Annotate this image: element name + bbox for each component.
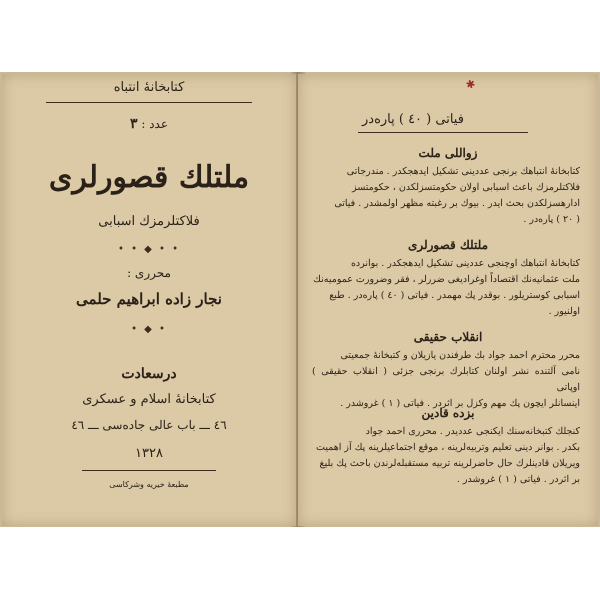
header-rule <box>46 102 252 103</box>
book-title: ملتلك قصورلرى <box>48 160 250 195</box>
ornament-divider-2: • ◆ • <box>131 324 167 335</box>
section-line: اولنيور . <box>548 306 580 317</box>
section-title: انقلاب حقيقى <box>413 330 483 344</box>
publisher-address: ٤٦ ـــ باب عالى جاده‌سى ـــ ٤٦ <box>71 418 227 432</box>
price-header: فياتى ( ٤٠ ) پاره‌در <box>362 112 464 127</box>
section-body <box>312 424 580 488</box>
issue-line <box>130 116 168 132</box>
ornament-divider: • • ◆ • • <box>118 244 180 255</box>
section-line: فلاكتلرمزك باعث اسبابى اولان حكومتسزلكدن ، حكومتسز <box>352 182 580 193</box>
section-body <box>312 164 580 228</box>
price-rule <box>358 132 528 133</box>
ink-stamp-mark: ✱ <box>464 77 477 92</box>
publication-year: ١٣٢٨ <box>135 446 163 461</box>
section-line: ( ٢٠ ) پاره‌در . <box>523 214 580 225</box>
section-line: محرر محترم احمد جواد بك طرفندن يازيلان و كتبخانهٔ جمعيتى <box>340 350 580 361</box>
series-name: كتابخانهٔ انتباه <box>113 80 185 95</box>
editor-label: محررى : <box>127 266 171 280</box>
section-line: كنجلك كتبخانه‌سنك ايكنجى عدديدر . محررى احمد جواد <box>365 426 580 437</box>
issue-number: ٣ <box>130 116 138 132</box>
section-line: نامى آلتنده نشر اولنان كتابلرك برنجى جزئى ( انقلاب حقيقى ) اوپاتى <box>312 366 580 393</box>
printer-name: مطبعهٔ خيريه وشركاسى <box>109 480 189 489</box>
section-line: ادارهسزلكدن بحث ايدر . بيوك بر رغبته مظهر اولمشدر . فياتى <box>334 198 580 209</box>
section-line: ويريلان قادينلرك حال حاضرلرينه تربيه مستقبله‌لرندن باحث پك بليغ <box>319 458 580 469</box>
right-page <box>298 74 598 526</box>
issue-label: عدد : <box>141 117 169 131</box>
footer-rule <box>82 470 216 471</box>
section-line: اينسانلر ايچون پك مهم وكزل بر اثردر . فياتى ( ١ ) غروشدر . <box>340 398 580 409</box>
section-line: اسبابى كوستريلور . بوقدر پك مهمدر . فياتى ( ٤٠ ) پاره‌در . طبع <box>329 290 580 301</box>
section-body <box>312 256 580 320</box>
editor-name: نجار زاده ابراهيم حلمى <box>76 290 222 308</box>
section-line: بر اثردر . فياتى ( ١ ) غروشدر . <box>456 474 580 485</box>
publisher-city: درسعادت <box>121 366 177 382</box>
section-body <box>312 348 580 412</box>
section-title: بزده قادين <box>421 406 475 420</box>
open-book <box>0 72 600 527</box>
section-line: بكدر . بوانر دينى تعليم وتربيه‌لرينه ، موقع اجتماعيلرينه پك آز اهميت <box>316 442 580 453</box>
section-title: ملتلك قصورلرى <box>407 238 489 252</box>
section-line: ملت عثمانيه‌نك اقتصاداً اوغراديغى ضررلر ، فقر وضرورت عموميه‌نك <box>313 274 580 285</box>
book-subtitle: فلاكتلرمزك اسبابى <box>98 214 200 229</box>
publisher-library: كتابخانهٔ اسلام و عسكرى <box>82 392 216 407</box>
section-title: زواللى ملت <box>418 146 478 160</box>
section-line: كتابخانهٔ انتباهك اوچنجى عددينى تشكيل ايدهجكدر . بوانرده <box>350 258 580 269</box>
section-line: كتابخانهٔ انتباهك برنجى عددينى تشكيل ايدهجكدر . مندرجاتى <box>346 166 580 177</box>
left-page <box>2 74 296 526</box>
